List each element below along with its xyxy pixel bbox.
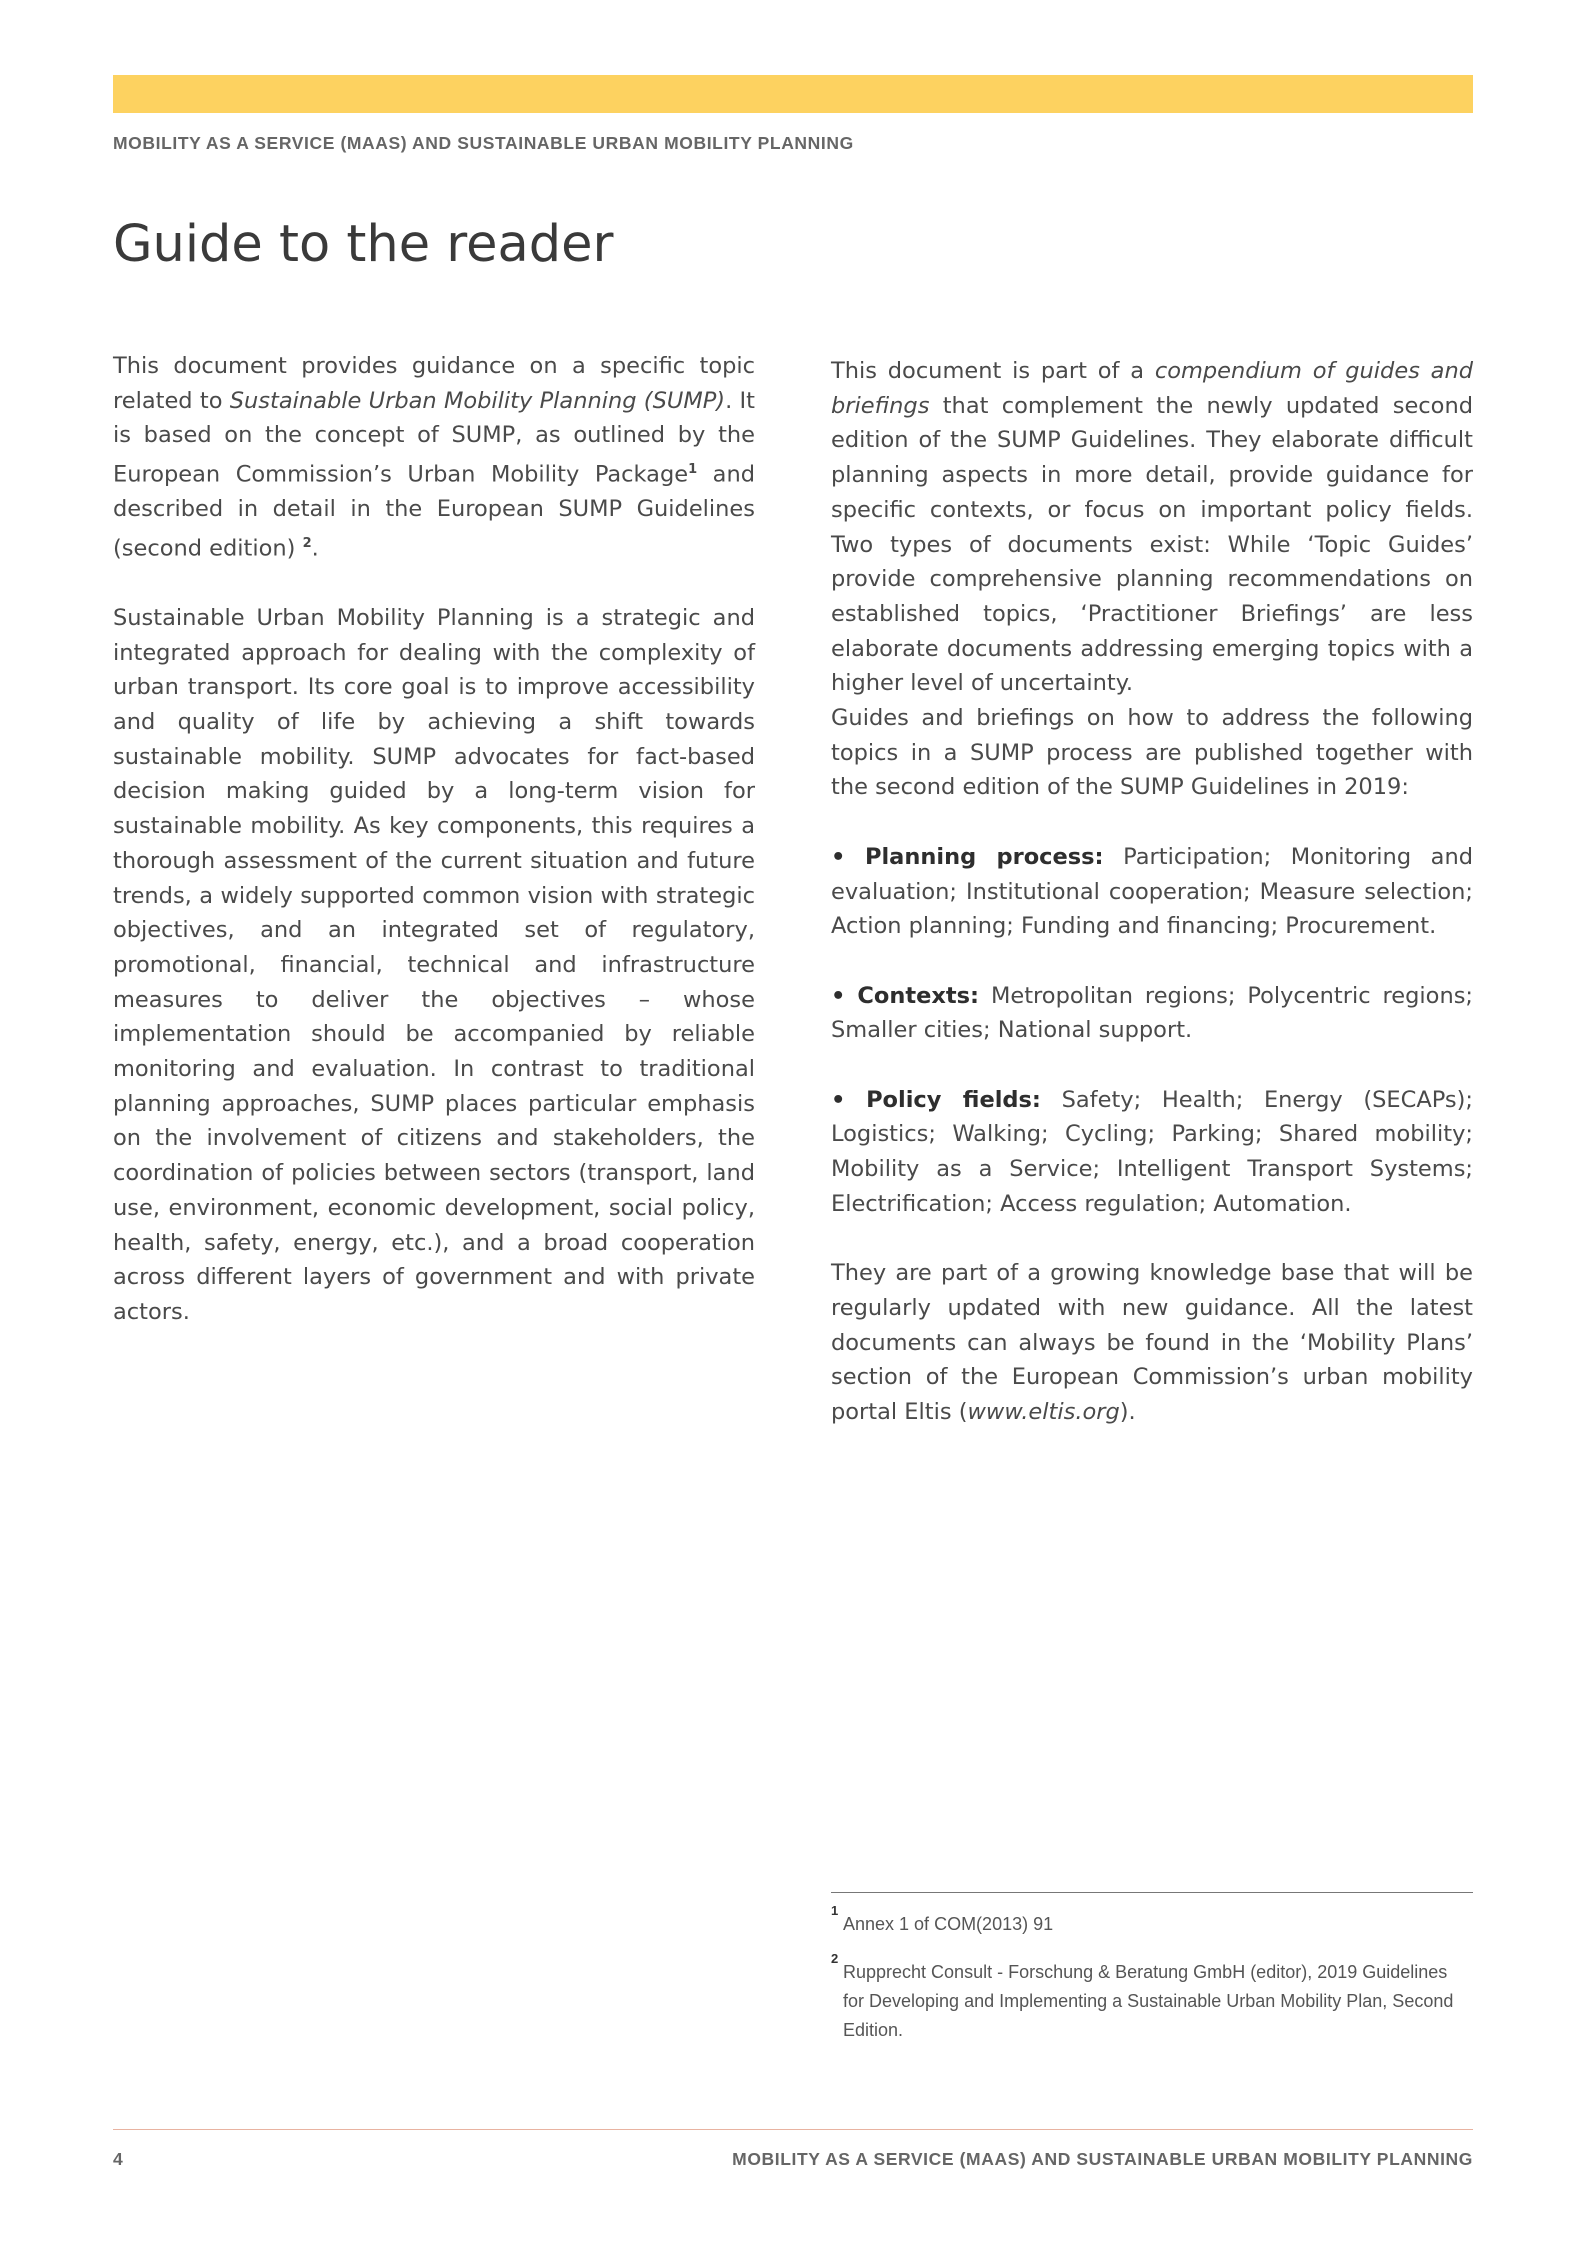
bullet-label: Planning process: [864,843,1104,870]
footnote-text: Annex 1 of COM(2013) 91 [843,1914,1054,1934]
right-column [831,354,1473,1430]
footnote-ref-1[interactable]: 1 [688,462,698,478]
running-footer: MOBILITY AS A SERVICE (MAAS) AND SUSTAINABLE URBAN MOBILITY PLANNING [732,2149,1473,2169]
page-number: 4 [113,2149,123,2169]
bullet-label: Policy fields: [866,1086,1041,1113]
bullet-policy-fields [831,1083,1473,1222]
intro-paragraph: This document provides guidance on a specific topic related to Sustainable Urban Mobility Planning (SUMP). It is based on the concept of SUMP, as outlined by the European Commission’s Urban Mobility Package$^1$ and described in detail in the European SUMP Guidelines (second edition) $^2$. [113,353,755,562]
footnote-text: Rupprecht Consult - Forschung & Beratung GmbH (editor), 2019 Guidelines for Developing and Implementing a Sustainable Urban Mobility Plan, Second Edition. [843,1962,1454,2040]
compendium-paragraph: This document is part of a compendium of guides and briefings that complement the newly updated second edition of the SUMP Guidelines. They elaborate difficult planning aspects in more detail, provide guidance for specific contexts, or focus on important policy fields. Two types of documents exist: While ‘Topic Guides’ provide comprehensive planning recommendations on established topics, ‘Practitioner Briefings’ are less elaborate documents addressing emerging topics with a higher level of uncertainty. [831,358,1474,697]
topics-intro-paragraph: Guides and briefings on how to address the following topics in a SUMP process are published together with the second edition of the SUMP Guidelines in 2019: [831,705,1473,801]
running-header: MOBILITY AS A SERVICE (MAAS) AND SUSTAINABLE URBAN MOBILITY PLANNING [113,133,854,153]
left-column [113,349,755,1330]
bullet-contexts [831,979,1473,1048]
knowledge-base-paragraph: They are part of a growing knowledge base that will be regularly updated with new guidance. All the latest documents can always be found in the ‘Mobility Plans’ section of the European Commission’s urban mobility portal Eltis (www.eltis.org). [831,1260,1473,1426]
sump-description-paragraph: Sustainable Urban Mobility Planning is a strategic and integrated approach for dealing with the complexity of urban transport. Its core goal is to improve accessibility and quality of life by achieving a shift towards sustainable mobility. SUMP advocates for fact-based decision making guided by a long-term vision for sustainable mobility. As key components, this requires a thorough assessment of the current situation and future trends, a widely supported common vision with strategic objectives, and an integrated set of regulatory, promotional, financial, technical and infrastructure measures to deliver the objectives – whose implementation should be accompanied by reliable monitoring and evaluation. In contrast to traditional planning approaches, SUMP places particular emphasis on the involvement of citizens and stakeholders, the coordination of policies between sectors (transport, land use, environment, economic development, social policy, health, safety, energy, etc.), and a broad cooperation across different layers of government and with private actors. [113,604,755,1325]
sump-term: Sustainable Urban Mobility Planning (SUMP) [229,387,726,414]
footer-divider [113,2129,1473,2130]
page-title: Guide to the reader [113,215,614,274]
compendium-term: compendium of guides and briefings [831,358,1474,419]
footnote-1 [831,1903,1473,1939]
footnote-divider [831,1892,1473,1893]
footnote-number: 2 [831,1951,839,1966]
footnotes [831,1903,1473,2045]
bullet-text: Safety; Health; Energy (SECAPs); Logistics; Walking; Cycling; Parking; Shared mobility; Mobility as a Service; Intelligent Transport Systems; Electrification; Access regulation; Automation. [831,1086,1474,1217]
bullet-marker: • [831,843,846,870]
header-accent-band [113,75,1473,113]
footnote-ref-2[interactable]: 2 [302,536,312,552]
footnote-number: 1 [831,1903,839,1918]
bullet-label: Contexts: [857,982,980,1009]
bullet-marker: • [831,1086,846,1113]
eltis-link[interactable]: www.eltis.org [967,1399,1120,1426]
bullet-text: Participation; Monitoring and evaluation; Institutional cooperation; Measure selection; Action planning; Funding and financing; Procurement. [831,843,1474,940]
bullet-marker: • [831,982,846,1009]
footnote-2 [831,1951,1473,2045]
bullet-text: Metropolitan regions; Polycentric regions; Smaller cities; National support. [831,982,1474,1044]
bullet-planning-process [831,840,1473,944]
